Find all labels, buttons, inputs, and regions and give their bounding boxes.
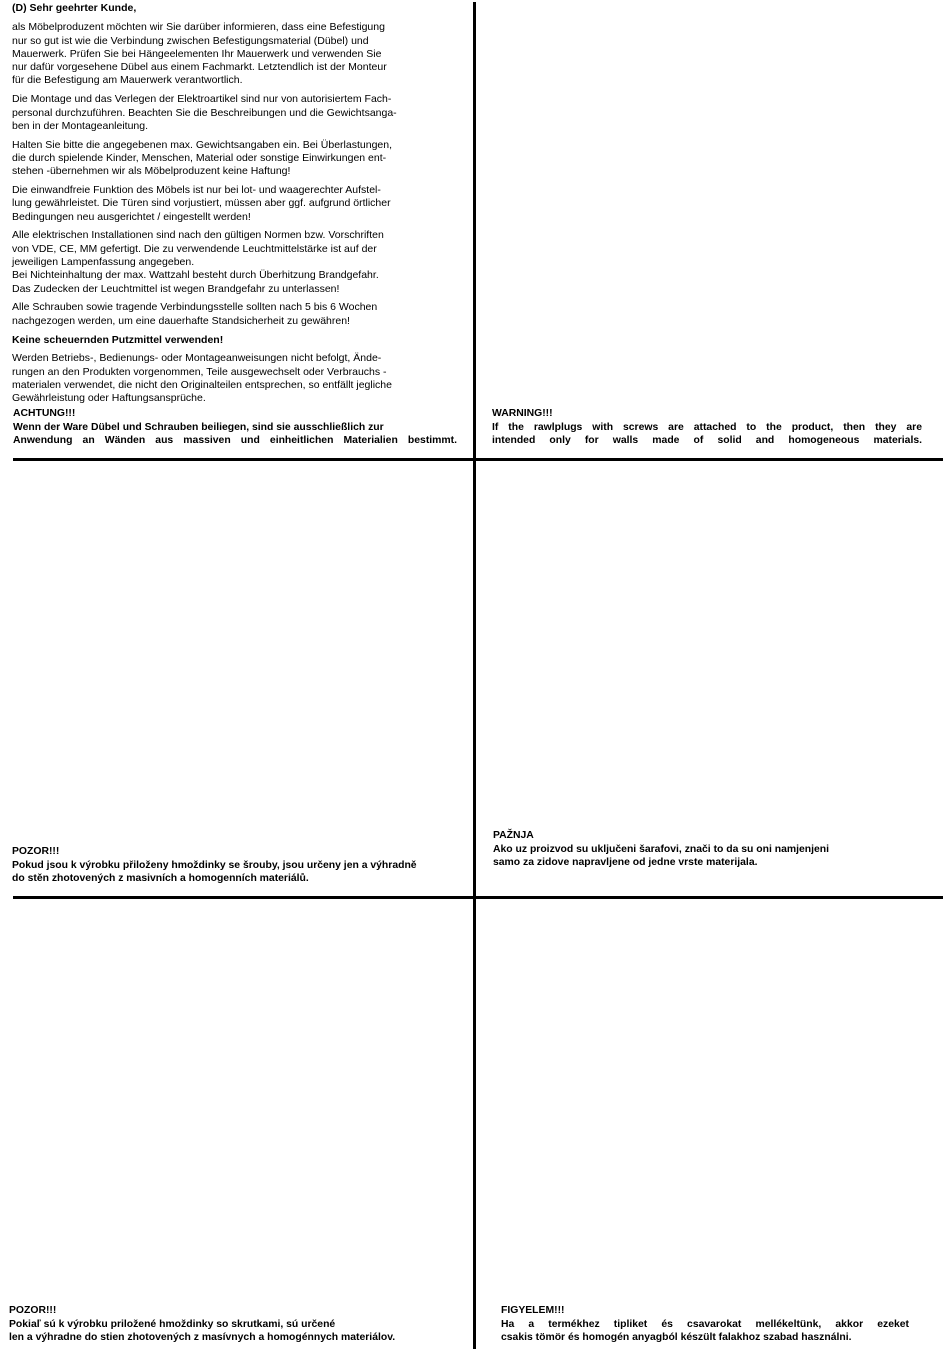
warning-title: PAŽNJA (493, 830, 534, 841)
warning-english (492, 407, 922, 448)
warning-german (13, 407, 457, 448)
paragraph-warranty: Werden Betriebs-, Bedienungs- oder Montageanweisungen nicht befolgt, Ände- rungen an den Produkten vorgenommen, Teile ausgewechselt oder Verbrauchs - materialen verwendet, die nicht den Originalteilen entsprechen, so entfällt jegliche Gewährleistung oder Haftungsansprüche. (12, 352, 392, 405)
warning-czech (12, 845, 448, 886)
german-notice (12, 2, 452, 411)
paragraph-fastening: als Möbelproduzent möchten wir Sie darüber informieren, dass eine Befestigung nur so gut ist wie die Verbindung zwischen Befestigungsmaterial (Dübel) und Mauerwerk. Prüfen Sie bei Hängeelementen Ihr Mauerwerk und verwenden Sie nur dafür vorgesehene Dübel aus einem Fachmarkt. Letztendlich ist der Monteur für die Befestigung am Mauerwerk verantwortlich. (12, 21, 387, 87)
warning-title: ACHTUNG!!! (13, 408, 76, 419)
greeting: (D) Sehr geehrter Kunde, (12, 2, 137, 14)
warning-title: FIGYELEM!!! (501, 1305, 565, 1316)
warning-line-2: do stěn zhotovených z masivních a homogenních materiálů. (12, 873, 309, 884)
warning-line-2: samo za zidove napravljene od jedne vrste materijala. (493, 857, 758, 868)
cleaning-notice: Keine scheuernden Putzmittel verwenden! (12, 333, 224, 346)
warning-line-1: Pokud jsou k výrobku přiloženy hmoždinky se šrouby, jsou určeny jen a výhradně (12, 859, 417, 871)
warning-line-2: intended only for walls made of solid and homogeneous materials. (492, 435, 922, 446)
warning-line-2: Anwendung an Wänden aus massiven und einheitlichen Materialien bestimmt. (13, 435, 457, 446)
warning-title: POZOR!!! (12, 846, 60, 857)
vertical-divider (473, 2, 476, 1349)
warning-line-1: If the rawlplugs with screws are attached to the product, then they are (492, 421, 922, 433)
warning-hungarian (501, 1304, 909, 1345)
horizontal-divider-top (13, 458, 943, 461)
horizontal-divider-bottom (13, 896, 943, 899)
warning-line-1: Ha a termékhez tipliket és csavarokat mellékeltünk, akkor ezeket (501, 1318, 909, 1330)
paragraph-electrical-standards: Alle elektrischen Installationen sind nach den gültigen Normen bzw. Vorschriften von VDE, CE, MM gefertigt. Die zu verwendende Leuchtmittelstärke ist auf der jeweiligen Lampenfassung angegeben. Bei Nichteinhaltung der max. Wattzahl besteht durch Überhitzung Brandgefahr. Das Zudecken der Leuchtmittel ist wegen Brandgefahr zu unterlassen! (12, 229, 384, 295)
warning-title: POZOR!!! (9, 1305, 57, 1316)
warning-line-2: len a výhradne do stien zhotovených z masívnych a homogénnych materiálov. (9, 1332, 396, 1343)
warning-title: WARNING!!! (492, 408, 553, 419)
warning-line-2: csakis tömör és homogén anyagból készült falakhoz szabad használni. (501, 1332, 852, 1343)
warning-line-1: Ako uz proizvod su uključeni šarafovi, znači to da su oni namjenjeni (493, 843, 830, 855)
warning-line-1: Pokiaľ sú k výrobku priložené hmoždinky so skrutkami, sú určené (9, 1318, 336, 1330)
warning-croatian (493, 829, 863, 870)
paragraph-weight-limits: Halten Sie bitte die angegebenen max. Gewichtsangaben ein. Bei Überlastungen, die durch spielende Kinder, Menschen, Material oder sonstige Einwirkungen ent- stehen -übernehmen wir als Möbelproduzent keine Haftung! (12, 138, 393, 178)
warning-slovak (9, 1304, 427, 1345)
paragraph-screws: Alle Schrauben sowie tragende Verbindungsstelle sollten nach 5 bis 6 Wochen nachgezogen werden, um eine dauerhafte Standsicherheit zu gewähren! (12, 301, 378, 327)
warning-line-1: Wenn der Ware Dübel und Schrauben beiliegen, sind sie ausschließlich zur (13, 421, 384, 433)
paragraph-electrical-assembly: Die Montage und das Verlegen der Elektroartikel sind nur von autorisiertem Fach- personal durchzuführen. Beachten Sie die Beschreibungen und die Gewichtsanga- ben in der Montageanleitung. (12, 93, 397, 132)
paragraph-leveling: Die einwandfreie Funktion des Möbels ist nur bei lot- und waagerechter Aufstel- lung gewährleistet. Die Türen sind vorjustiert, müssen aber ggf. aufgrund örtlicher Bedingungen neu ausgerichtet / eingestellt werden! (12, 184, 391, 223)
